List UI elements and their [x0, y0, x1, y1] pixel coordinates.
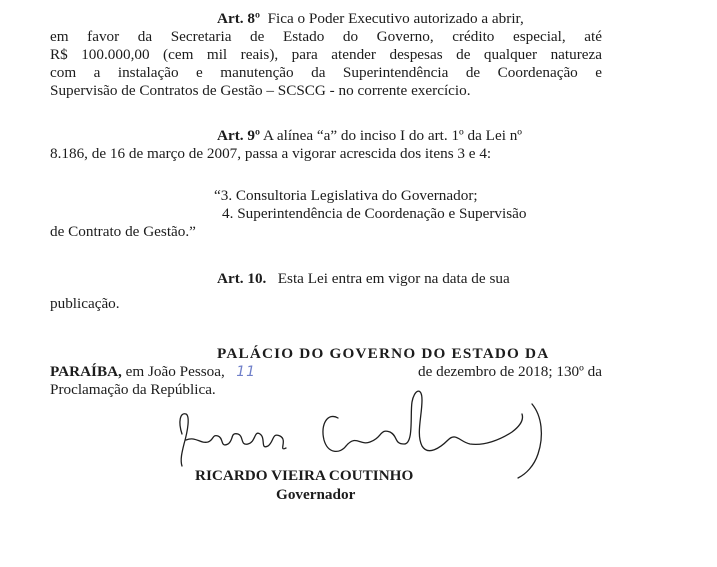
article-8-line-1	[50, 10, 602, 28]
quote-item-3: “3. Consultoria Legislativa do Governador;	[214, 187, 478, 204]
article-8-line-3: R$ 100.000,00 (cem mil reais), para atender despesas de qualquer natureza	[50, 46, 602, 63]
article-8-line-2: em favor da Secretaria de Estado do Governo, crédito especial, até	[50, 28, 602, 45]
article-9-line-2: 8.186, de 16 de março de 2007, passa a vigorar acrescida dos itens 3 e 4:	[50, 145, 492, 162]
article-8-heading: Art. 8º	[217, 10, 260, 27]
signature-stroke-icardo	[186, 433, 286, 449]
state-name: PARAÍBA,	[50, 363, 122, 380]
article-10-line-1	[50, 270, 602, 288]
article-8-text-1: Fica o Poder Executivo autorizado a abrir,	[267, 10, 524, 27]
article-9-line-1	[50, 127, 602, 145]
quoted-items	[50, 187, 602, 241]
quote-item-4-line-1: 4. Superintendência de Coordenação e Supervisão	[222, 205, 527, 222]
signature-stroke-loop	[518, 404, 541, 478]
article-10-text-1: Esta Lei entra em vigor na data de sua	[277, 270, 510, 287]
article-10-line-2: publicação.	[50, 295, 120, 312]
handwritten-day: 11	[236, 364, 257, 380]
proclamation-line: Proclamação da República.	[50, 381, 216, 398]
article-8-line-5: Supervisão de Contratos de Gestão – SCSCG - no corrente exercício.	[50, 82, 471, 99]
article-10-heading: Art. 10.	[217, 270, 267, 287]
signer-role: Governador	[276, 486, 356, 503]
date-rest: de dezembro de 2018; 130º da	[418, 363, 602, 380]
signature-stroke-c	[323, 416, 346, 451]
palace-line: PALÁCIO DO GOVERNO DO ESTADO DA	[217, 345, 550, 362]
place-text: em João Pessoa,	[125, 363, 225, 380]
article-9-heading: Art. 9º	[217, 127, 260, 144]
article-8	[50, 10, 602, 100]
signature-stroke-arc	[346, 391, 523, 451]
article-8-line-4: com a instalação e manutenção da Superintendência de Coordenação e	[50, 64, 602, 81]
handwritten-signature	[160, 370, 560, 480]
article-9	[50, 127, 602, 163]
article-9-text-1: A alínea “a” do inciso I do art. 1º da Lei nº	[262, 127, 523, 144]
article-10	[50, 270, 602, 313]
signer-name: RICARDO VIEIRA COUTINHO	[195, 467, 414, 484]
quote-item-4-line-2: de Contrato de Gestão.”	[50, 223, 196, 240]
